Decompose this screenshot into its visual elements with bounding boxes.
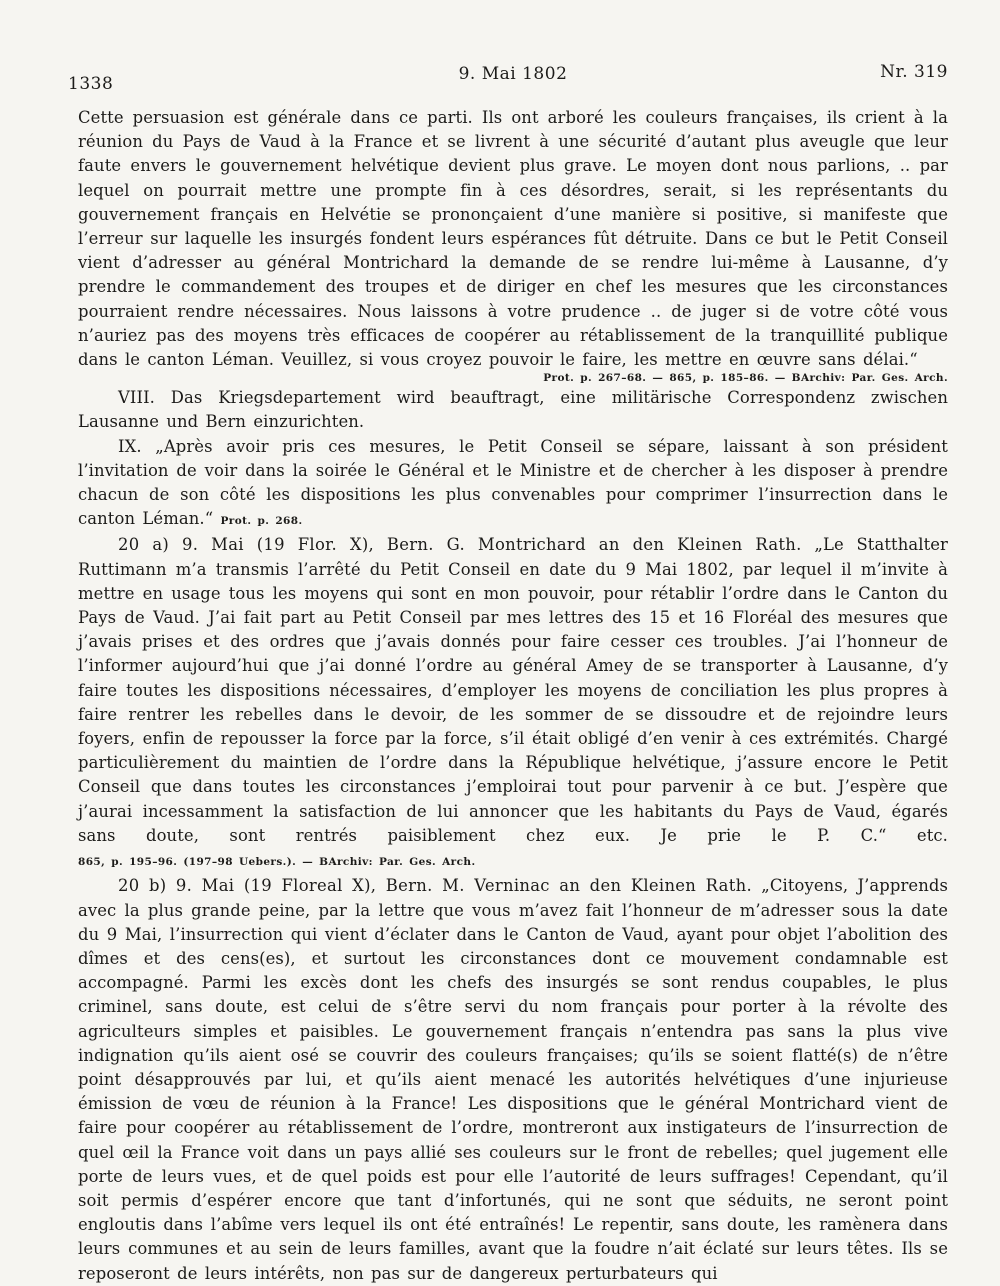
paragraph-ix [78, 435, 948, 534]
source-reference: 865, p. 195–96. (197–98 Uebers.). — BArchiv: Par. Ges. Arch. [78, 856, 476, 869]
paragraph-text: Cette persuasion est générale dans ce parti. Ils ont arboré les couleurs françaises, ils crient à la réunion du Pays de Vaud à la France et se livrent à une sécurité d’autant plus aveugle que leur faute envers le gouvernement helvétique devient plus grave. Le moyen dont nous parlions, .. par lequel on pourrait mettre une prompte fin à ces désordres, serait, si les représentants du gouvernement français en Helvétie se prononçaient d’une manière si positive, si manifeste que l’erreur sur laquelle les insurgés fondent leurs espérances fût détruite. Dans ce but le Petit Conseil vient d’adresser au général Montrichard la demande de se rendre lui-même à Lausanne, d’y prendre le commandement des troupes et de diriger en chef les mesures que les circonstances pourraient rendre nécessaires. Nous laissons à votre prudence .. de juger si de votre côté vous n’auriez pas des moyens très efficaces de coopérer au rétablissement de la tranquillité publique dans le canton Léman. Veuillez, si vous croyez pouvoir le faire, les mettre en œuvre sans délai.“ [78, 108, 948, 370]
paragraph-text: „Le Statthalter Ruttimann m’a transmis l’arrêté du Petit Conseil en date du 9 Mai 1802, par lequel il m’invite à mettre en usage tous les moyens qui sont en mon pouvoir, pour rétablir l’ordre dans le Canton du Pays de Vaud. J’ai fait part au Petit Conseil par mes lettres des 15 et 16 Floréal des mesures que j’avais prises et des ordres que j’avais donnés pour faire cesser ces troubles. J’ai l’honneur de l’informer aujourd’hui que j’ai donné l’ordre au général Amey de se transporter à Lausanne, d’y faire toutes les dispositions nécessaires, d’employer les moyens de conciliation les plus propres à faire rentrer les rebelles dans le devoir, de les sommer de se dissoudre et de rejoindre leurs foyers, enfin de repousser la force par la force, s’il était obligé d’en venir à ces extrémités. Chargé particulièrement du maintien de l’ordre dans la République helvétique, j’assure encore le Petit Conseil que dans toutes les circonstances j’emploirai tout pour parvenir à ce but. J’espère que j’aurai incessamment la satisfaction de lui annoncer que les habitants du Pays de Vaud, égarés sans doute, sont rentrés paisiblement chez eux. Je prie le P. C.“ etc. [78, 535, 948, 845]
document-number: Nr. 319 [880, 62, 948, 82]
paragraph-20b [78, 874, 948, 1285]
paragraph-letter-continuation [78, 106, 948, 386]
document-heading: 20 a) 9. Mai (19 Flor. X), Bern. G. Montrichard an den Kleinen Rath. [118, 535, 802, 555]
page-number: 1338 [68, 74, 114, 94]
running-head [68, 58, 948, 98]
paragraph-text: VIII. Das Kriegsdepartement wird beauftragt, eine militärische Correspondenz zwischen Lausanne und Bern einzurichten. [78, 388, 948, 432]
header-date: 9. Mai 1802 [458, 64, 568, 84]
paragraph-20a [78, 533, 948, 874]
source-reference: Prot. p. 267–68. — 865, p. 185–86. — BArchiv: Par. Ges. Arch. [543, 372, 948, 385]
source-reference: Prot. p. 268. [220, 515, 303, 528]
paragraph-viii [78, 386, 948, 434]
paragraph-text: IX. „Après avoir pris ces mesures, le Petit Conseil se sépare, laissant à son président l’invitation de voir dans la soirée le Général et le Ministre et de chercher à les disposer à prendre chacun de son côté les dispositions les plus convenables pour comprimer l’insurrection dans le canton Léman.“ [78, 436, 948, 529]
paragraph-text: „Citoyens, J’apprends avec la plus grande peine, par la lettre que vous m’avez fait l’honneur de m’adresser sous la date du 9 Mai, l’insurrection qui vient d’éclater dans le Canton de Vaud, ayant pour objet l’abolition des dîmes et des cens(es), et surtout les circonstances dont ce mouvement condamnable est accompagné. Parmi les excès dont les chefs des insurgés se sont rendus coupables, le plus criminel, sans doute, est celui de s’être servi du nom français pour porter à la révolte des agriculteurs simples et paisibles. Le gouvernement français n’entendra pas sans la plus vive indignation qu’ils aient osé se couvrir des couleurs françaises; qu’ils se soient flatté(s) de n’être point désapprouvés par lui, et qu’ils aient menacé les autorités helvétiques d’une injurieuse émission de vœu de réunion à la France! Les dispositions que le général Montrichard vient de faire pour coopérer au rétablissement de l’ordre, montreront aux instigateurs de l’insurrection de quel œil la France voit dans un pays allié ses couleurs sur le front de rebelles; quel jugement elle porte de leurs vues, et de quel poids est pour elle l’autorité de leurs suffrages! Cependant, qu’il soit permis d’espérer encore que tant d’infortunés, qui ne sont que séduits, ne seront point engloutis dans l’abîme vers lequel ils ont été entraînés! Le repentir, sans doute, les ramènera dans leurs communes et au sein de leurs familles, avant que la foudre n’ait éclaté sur leurs têtes. Ils se reposeront de leurs intérêts, non pas sur de dangereux perturbateurs qui [78, 876, 948, 1283]
document-heading: 20 b) 9. Mai (19 Floreal X), Bern. M. Verninac an den Kleinen Rath. [118, 876, 752, 896]
body-text [78, 106, 948, 1286]
